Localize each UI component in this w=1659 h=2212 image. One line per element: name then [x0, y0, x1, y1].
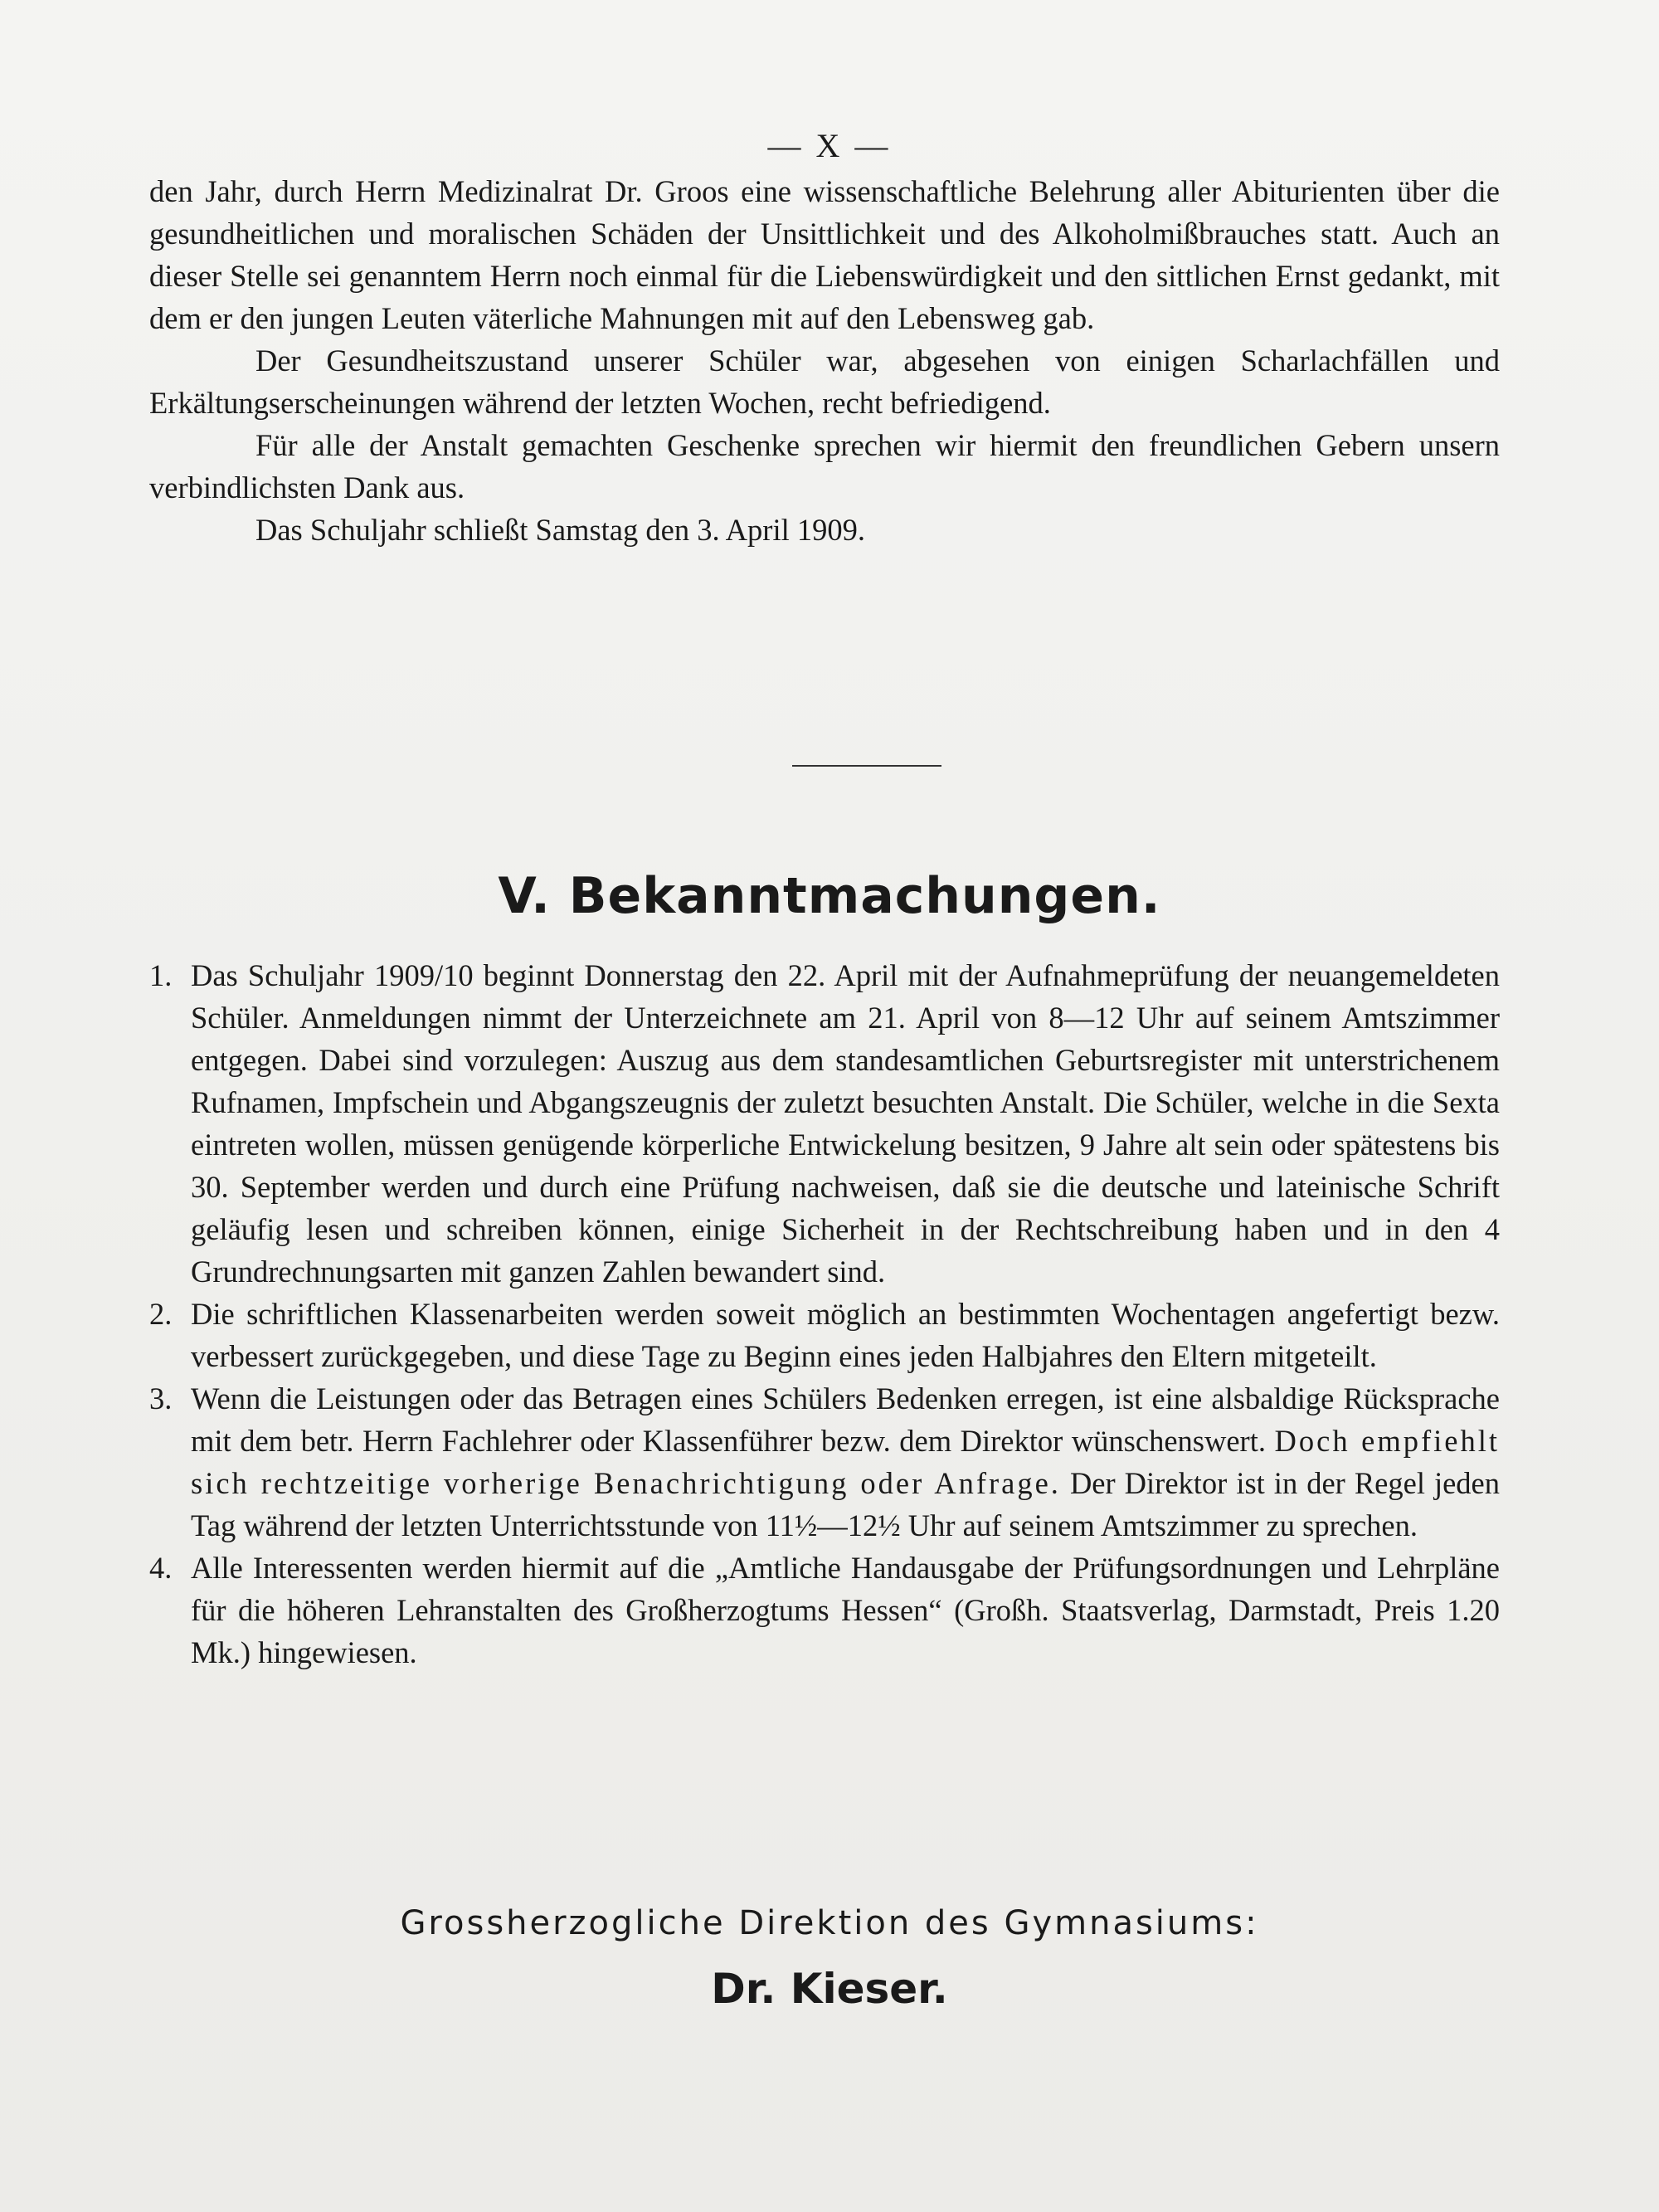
intro-paragraph: Für alle der Anstalt gemachten Geschenke sprechen wir hiermit den freundlichen Gebern unsern verbindlichsten Dank aus. [149, 428, 1500, 504]
notice-item [149, 1377, 1500, 1547]
notice-number: 2. [149, 1297, 173, 1331]
notice-text: Wenn die Leistungen oder das Betragen eines Schülers Bedenken erregen, ist eine alsbaldige Rücksprache mit dem betr. Herrn Fachlehrer oder Klassenführer bezw. dem Direktor wünschenswert. [191, 1381, 1500, 1458]
intro-paragraph: Das Schuljahr schließt Samstag den 3. April 1909. [255, 513, 865, 547]
issuing-authority: Grossherzogliche Direktion des Gymnasiums: [400, 1904, 1259, 1942]
notice-emphasis: Doch empfiehlt sich rechtzeitige vorherige Benachrichtigung oder Anfrage. [191, 1424, 1501, 1500]
section-heading: V. Bekanntmachungen. [498, 867, 1161, 925]
notice-text: Die schriftlichen Klassenarbeiten werden soweit möglich an bestimmten Wochentagen angefertigt bezw. verbessert zurückgegeben, und diese Tage zu Beginn eines jeden Halbjahres den Eltern mitgeteilt. [191, 1297, 1500, 1373]
separator-rule [792, 765, 941, 767]
notice-number: 4. [149, 1551, 173, 1585]
intro-paragraph: Der Gesundheitszustand unserer Schüler war, abgesehen von einigen Scharlachfällen und Erkältungserscheinungen während der letzten Wochen, recht befriedigend. [149, 343, 1500, 420]
signature: Dr. Kieser. [711, 1965, 948, 2013]
notice-number: 3. [149, 1381, 173, 1415]
notice-item [149, 1293, 1500, 1377]
notice-number: 1. [149, 958, 173, 992]
notice-item [149, 1547, 1500, 1674]
notice-list [149, 954, 1500, 1674]
intro-paragraph: den Jahr, durch Herrn Medizinalrat Dr. Groos eine wissenschaftliche Belehrung aller Abiturienten über die gesundheitlichen und moralischen Schäden der Unsittlichkeit und des Alkoholmißbrauches statt. Auch an dieser Stelle sei genanntem Herrn noch einmal für die Liebenswürdigkeit und den sittlichen Ernst gedankt, mit dem er den jungen Leuten väterliche Mahnungen mit auf den Lebensweg gab. [149, 174, 1500, 335]
intro-text [149, 170, 1500, 551]
notice-text: Das Schuljahr 1909/10 beginnt Donnerstag den 22. April mit der Aufnahmeprüfung der neuangemeldeten Schüler. Anmeldungen nimmt der Unterzeichnete am 21. April von 8—12 Uhr auf seinem Amtszimmer entgegen. Dabei sind vorzulegen: Auszug aus dem standesamtlichen Geburtsregister mit unterstrichenem Rufnamen, Impfschein und Abgangszeugnis der zuletzt besuchten Anstalt. Die Schüler, welche in die Sexta eintreten wollen, müssen genügende körperliche Entwickelung besitzen, 9 Jahre alt sein oder spätestens bis 30. September werden und durch eine Prüfung nachweisen, daß sie die deutsche und lateinische Schrift geläufig lesen und schreiben können, einige Sicherheit in der Rechtschreibung haben und in den 4 Grundrechnungsarten mit ganzen Zahlen bewandert sind. [191, 958, 1500, 1289]
page-number: — X — [767, 127, 892, 164]
notice-text: Der Direktor ist in der Regel jeden Tag während der letzten Unterrichtsstunde von 11½—12½ Uhr auf seinem Amtszimmer zu sprechen. [191, 1466, 1501, 1542]
notice-item [149, 954, 1500, 1293]
notice-text: Alle Interessenten werden hiermit auf die „Amtliche Handausgabe der Prüfungsordnungen und Lehrpläne für die höheren Lehranstalten des Großherzogtums Hessen“ (Großh. Staatsverlag, Darmstadt, Preis 1.20 Mk.) hingewiesen. [191, 1551, 1500, 1669]
